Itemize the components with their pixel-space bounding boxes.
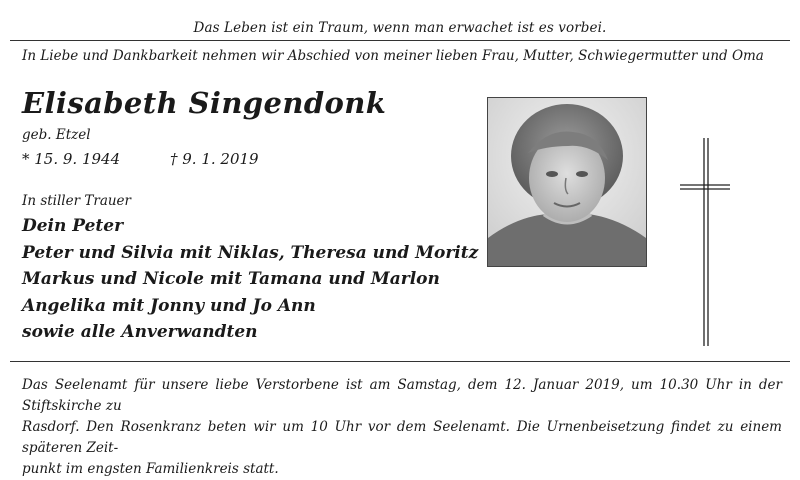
life-dates [22,150,259,168]
notice-line: Das Seelenamt für unsere liebe Verstorbene ist am Samstag, dem 12. Januar 2019, um 10.30 Uhr in der Stiftskirche zu [22,377,782,414]
birth-date: * 15. 9. 1944 [22,150,121,168]
mourner-entry: Peter und Silvia mit Niklas, Theresa und Moritz [22,242,479,263]
top-divider [10,40,790,41]
mourner-entry: Markus und Nicole mit Tamana und Marlon [22,269,440,289]
mourners-list [22,213,478,346]
service-notice [22,375,782,480]
mourner-entry: Dein Peter [22,216,124,236]
notice-line: punkt im engsten Familienkreis statt. [22,461,279,477]
motto: Das Leben ist ein Traum, wenn man erwachet ist es vorbei. [193,20,607,36]
mourning-heading: In stiller Trauer [22,193,132,209]
intro-text: In Liebe und Dankbarkeit nehmen wir Abschied von meiner lieben Frau, Mutter, Schwiegermutter und Oma [22,48,764,64]
mourner-entry: Angelika mit Jonny und Jo Ann [22,295,316,316]
bottom-divider [10,361,790,362]
deceased-name: Elisabeth Singendonk [22,86,387,120]
maiden-name: geb. Etzel [22,127,91,143]
portrait-photo [487,97,647,267]
death-date: † 9. 1. 2019 [170,150,259,168]
notice-line: Rasdorf. Den Rosenkranz beten wir um 10 Uhr vor dem Seelenamt. Die Urnenbeisetzung findet zu einem späteren Zeit- [22,419,782,456]
mourner-entry: sowie alle Anverwandten [22,322,258,342]
cross-icon [680,138,730,346]
